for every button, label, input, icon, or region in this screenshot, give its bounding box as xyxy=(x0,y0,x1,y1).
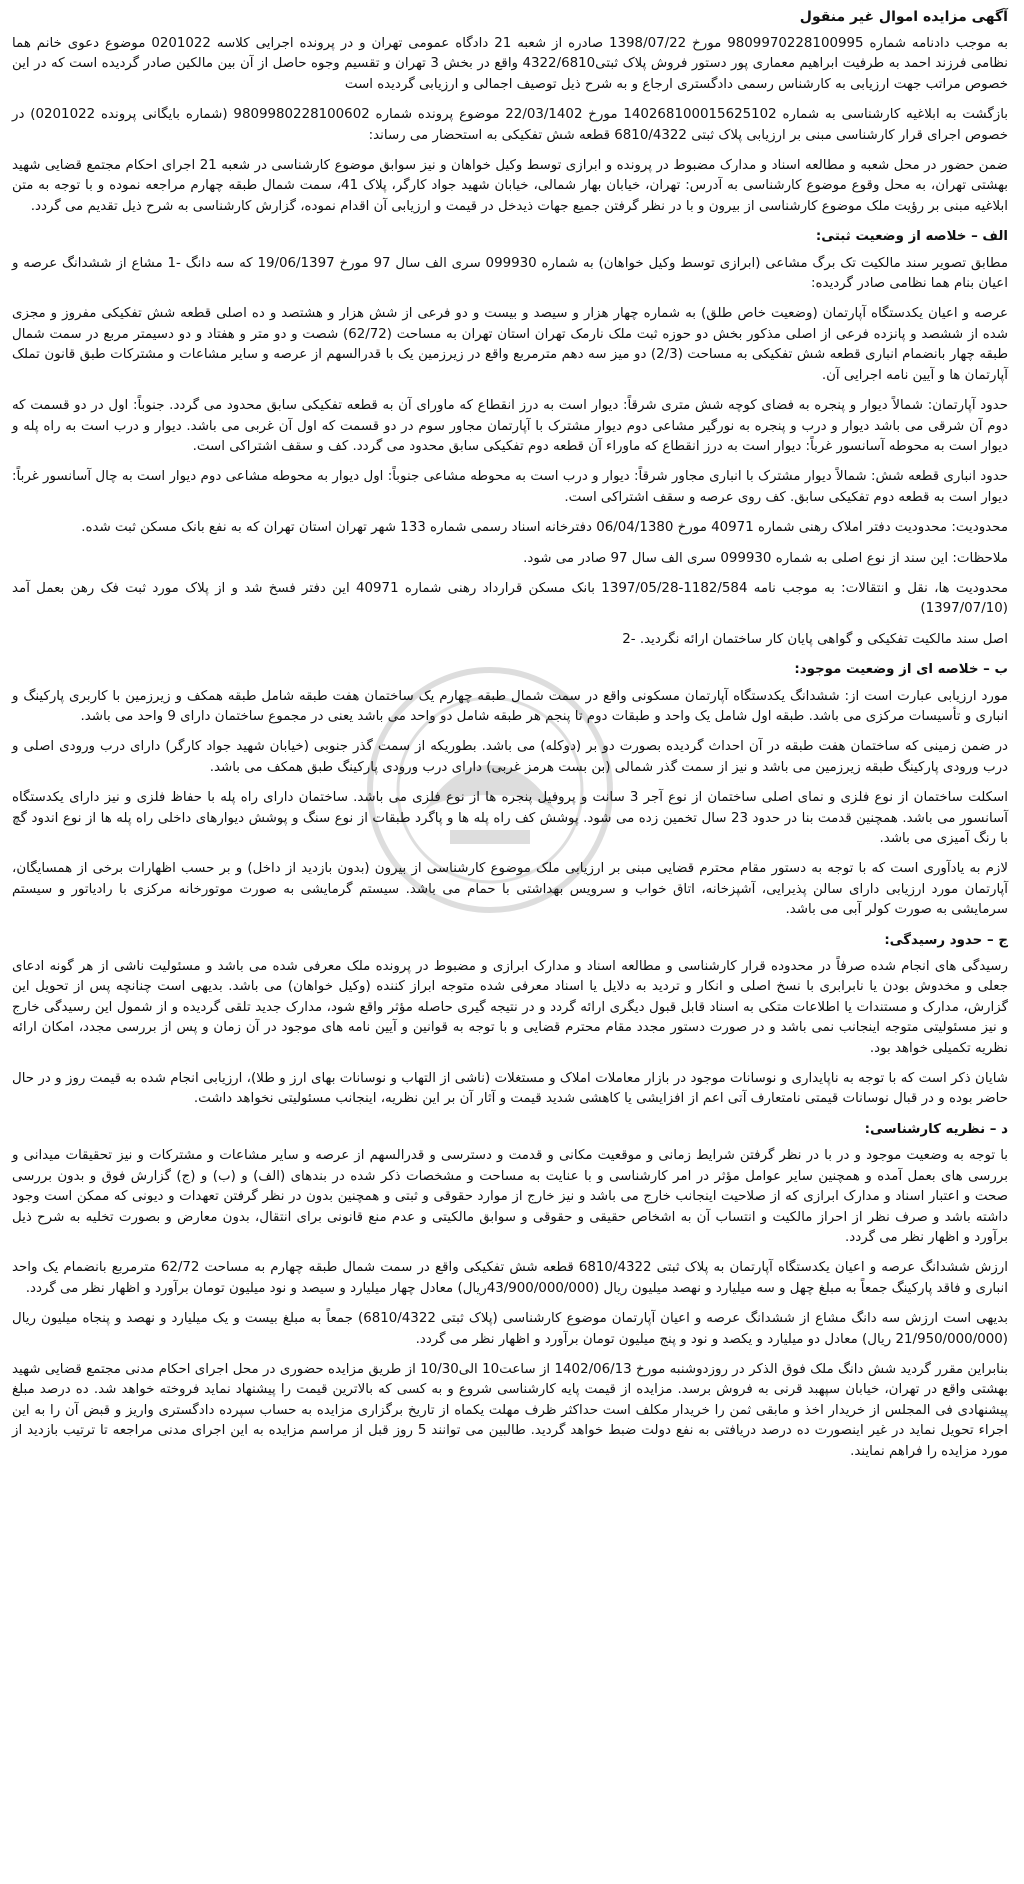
section-b-paragraph-4: لازم به یادآوری است که با توجه به دستور مقام محترم قضایی مبنی بر ارزیابی ملک موضوع کارشناسی از بیرون (بدون بازدید از داخل) و بر حسب اظهارات برخی از همسایگان، آپارتمان مورد ارزیابی دارای سالن پذیرایی، آشپزخانه، اتاق خواب و سرویس بهداشتی با حمام می باشد. سیستم گرمایشی به صورت موتورخانه مرکزی با رادیاتور و سیستم سرمایشی به صورت کولر آبی می باشد. xyxy=(12,861,1008,918)
section-a-paragraph-4: حدود انباری قطعه شش: شمالاً دیوار مشترک با انباری مجاور شرقاً: دیوار و درب است به محوطه مشاعی جنوباً: اول دیوار به محوطه مشاعی دوم دیوار است به چال آسانسور غرباً: دیوار است به قطعه دوم تفکیکی سابق. کف روی عرصه و سقف اشتراکی است. xyxy=(12,469,1008,505)
section-a-paragraph-7: محدودیت ها، نقل و انتقالات: به موجب نامه 1182/584-1397/05/28 بانک مسکن قرارداد رهنی شماره 40971 این دفتر فسخ شد و از پلاک مورد ثبت فک رهن بعمل آمد (1397/07/10) xyxy=(12,580,1008,617)
section-d-paragraph-4: بنابراین مقرر گردید شش دانگ ملک فوق الذکر در روزدوشنبه مورخ 1402/06/13 از ساعت10 الی10/30 از طریق مزایده حضوری در محل اجرای احکام مدنی مجتمع قضایی شهید بهشتی واقع در تهران، خیابان سپهبد قرنی به فروش برسد. مزایده از قیمت پایه کارشناسی شروع و به کسی که بالاترین قیمت را پیشنهاد نماید فروخته خواهد شد. ده درصد مبلغ پیشنهادی فی المجلس از خریدار اخذ و مابقی ثمن را خریدار مکلف است حداکثر ظرف مهلت یکماه از تاریخ برگزاری مزایده به حساب سپرده دادگستری واریز و قبض آن را به این اجراء تحویل نماید در غیر اینصورت ده درصد دریافتی به نفع دولت ضبط خواهد گردید. طالبین می توانند 5 روز قبل از مراسم مزایده به این اجرای مدنی مراجعه تا ترتیب بازدید از مورد مزایده را فراهم نمایند. xyxy=(12,1361,1009,1459)
section-a-paragraph-8: اصل سند مالکیت تفکیکی و گواهی پایان کار ساختمان ارائه نگردید. -2 xyxy=(622,631,1008,647)
intro-paragraph-3: ضمن حضور در محل شعبه و مطالعه اسناد و مدارک مضبوط در پرونده و ابرازی توسط وکیل خواهان و نیز سوابق موضوع کارشناسی در شعبه 21 اجرای احکام مجتمع قضایی شهید بهشتی تهران، به محل وقوع موضوع کارشناسی به آدرس: تهران، خیابان بهار شمالی، خیابان شهید جواد کارگر، پلاک 41، سمت شمال طبقه چهارم مراجعه نموده و با توجه به متن ابلاغیه مبنی بر رؤیت ملک موضوع کارشناسی از بیرون و با در نظر گرفتن جمیع جهات ذیدخل در قیمت و ارزیابی آن اقدام نموده، گزارش کارشناسی به شرح ذیل تقدیم می گردد. xyxy=(12,158,1008,214)
intro-paragraph-2: بازگشت به ابلاغیه کارشناسی به شماره 140268100015625102 مورخ 22/03/1402 موضوع پرونده شماره 9809980228100602 (شماره بایگانی پرونده 0201022) در خصوص اجرای قرار کارشناسی مبنی بر ارزیابی پلاک ثبتی 6810/4322 قطعه شش تفکیکی به استحضار می رساند: xyxy=(12,107,1009,143)
section-b-heading: ب – خلاصه ای از وضعیت موجود: xyxy=(794,662,1008,678)
intro-paragraph-1: به موجب دادنامه شماره 9809970228100995 مورخ 1398/07/22 صادره از شعبه 21 دادگاه عمومی تهران و در پرونده اجرایی کلاسه 0201022 موضوع دعوی خانم هما نظامی فرزند احمد به طرفیت ابراهیم معماری پور دستور فروش پلاک ثبتی4322/6810 واقع در بخش 3 تهران و تقسیم وجوه حاصل از آن بین مالکین صادر گردیده است که در این خصوص مراتب جهت ارزیابی به کارشناس رسمی دادگستری ارجاع و به شرح ذیل توصیف اجمالی و ارزیابی گردیده است xyxy=(12,36,1009,92)
section-a-paragraph-5: محدودیت: محدودیت دفتر املاک رهنی شماره 40971 مورخ 06/04/1380 دفترخانه اسناد رسمی شماره 133 شهر تهران استان تهران که به نفع بانک مسکن ثبت شده. xyxy=(81,520,1008,536)
section-d-heading: د – نظریه کارشناسی: xyxy=(864,1121,1008,1137)
section-b-paragraph-3: اسکلت ساختمان از نوع فلزی و نمای اصلی ساختمان از نوع آجر 3 سانت و پروفیل پنجره ها از نوع فلزی می باشد. ساختمان دارای راه پله با حفاظ فلزی و نیز دارای یکدستگاه آسانسور می باشد. همچنین قدمت بنا در حدود 23 سال تخمین زده می شود. پوشش کف راه پله ها و پاگرد طبقات از نوع سنگ و پوشش دیوارهای داخلی راه پله ها از نوع اندود گچ با رنگ آمیزی می باشد. xyxy=(12,790,1008,846)
notice-title: آگهی مزایده اموال غیر منقول xyxy=(799,9,1008,25)
section-c-heading: ج – حدود رسیدگی: xyxy=(884,932,1008,948)
section-b-paragraph-2: در ضمن زمینی که ساختمان هفت طبقه در آن احداث گردیده بصورت دو بر (دوکله) می باشد. بطوریکه از سمت گذر جنوبی (خیابان شهید جواد کارگر) دارای درب ورودی اصلی و درب ورودی پارکینگ طبقه زیرزمین می باشد و نیز از سمت گذر شمالی (بن بست هرمز غربی) دارای درب ورودی پارکینگ طبق همکف می باشد. xyxy=(12,739,1008,775)
section-a-paragraph-1: مطابق تصویر سند مالکیت تک برگ مشاعی (ابرازی توسط وکیل خواهان) به شماره 099930 سری الف سال 97 مورخ 19/06/1397 که سه دانگ -1 مشاع از ششدانگ عرصه و اعیان بنام هما نظامی صادر گردیده: xyxy=(12,255,1008,292)
section-c-paragraph-1: رسیدگی های انجام شده صرفاً در محدوده قرار کارشناسی و مطالعه اسناد و مدارک ابرازی و مضبوط در پرونده ملک معرفی شده می باشد و مسئولیت ناشی از هر گونه ادعای جعلی و مخدوش بودن یا نابرابری با نسخ اصلی و انکار و تردید به دلایل یا اسناد معرفی شده متوجه ابراز کننده (وکیل خواهان) می باشد. بدیهی است چنانچه پس از تحویل این گزارش، مدارک و مستندات یا اطلاعات متکی به اسناد قابل قبول دیگری ارائه گردد و در نتیجه گیری حاصله مؤثر واقع شود، مدارک جدید تلقی گردیده و از شمول این رسیدگی خارج و نیز مسئولیتی متوجه اینجانب نمی باشد و در صورت دستور مجدد مقام محترم قضایی و با توجه به قوانین و آیین نامه های موجود در آن زمان و پس از بررسی مجدد، امکان ارائه نظریه تکمیلی خواهد بود. xyxy=(12,959,1008,1056)
section-d-paragraph-3: بدیهی است ارزش سه دانگ مشاع از ششدانگ عرصه و اعیان آپارتمان موضوع کارشناسی (پلاک ثبتی 6810/4322) جمعاً به مبلغ بیست و یک میلیارد و نهصد و پنجاه میلیون ریال (21/950/000/000 ریال) معادل دو میلیارد و یکصد و نود و پنج میلیون تومان برآورد و اظهار نظر می گردد. xyxy=(12,1311,1008,1347)
section-c-paragraph-2: شایان ذکر است که با توجه به ناپایداری و نوسانات موجود در بازار معاملات املاک و مستغلات (ناشی از التهاب و نوسانات بهای ارز و طلا)، ارزیابی انجام شده به قیمت روز و در حال حاضر بوده و در قبال نوسانات قیمتی نامتعارف آتی اعم از افزایشی یا کاهشی شدید قیمت و آثار آن بر این نظریه، اینجانب مسئولیتی نخواهد داشت. xyxy=(12,1071,1008,1107)
section-a-heading: الف – خلاصه از وضعیت ثبتی: xyxy=(815,229,1008,245)
section-a-paragraph-6: ملاحظات: این سند از نوع اصلی به شماره 099930 سری الف سال 97 صادر می شود. xyxy=(523,550,1008,566)
section-b-paragraph-1: مورد ارزیابی عبارت است از: ششدانگ یکدستگاه آپارتمان مسکونی واقع در سمت شمال طبقه چهارم یک ساختمان هفت طبقه شامل طبقه همکف و زیرزمین با کاربری پارکینگ و انباری و تأسیسات مرکزی می باشد. طبقه اول شامل یک واحد و طبقات دوم تا پنجم هر طبقه شامل دو واحد می باشد یعنی در مجموع ساختمان دارای 9 واحد می باشد. xyxy=(12,688,1008,724)
section-a-paragraph-3: حدود آپارتمان: شمالاً دیوار و پنجره به فضای کوچه شش متری شرقاً: دیوار است به درز انقطاع که ماورای آن به قطعه تفکیکی سابق محدود می گردد. جنوباً: اول در دو قسمت که دوم آن شرقی می باشد دیوار و درب و پنجره به نورگیر مشاعی دوم دیوار مشترک با آپارتمان مجاور سوم در دو قسمت که اول آن غربی می باشد. دیوار و درب است به راه پله و دیوار است به محوطه آسانسور غرباً: دیوار است به درز انقطاع که ماوراء آن قطعه دوم تفکیکی سابق محدود می گردد. کف و سقف اشتراکی است. xyxy=(12,398,1008,454)
section-d-paragraph-1: با توجه به وضعیت موجود و در با در نظر گرفتن شرایط زمانی و موقعیت مکانی و قدمت و دسترسی و قدرالسهم از عرصه و سایر مشاعات و مشترکات و نیز تحقیقات میدانی و بررسی های بعمل آمده و همچنین سایر عوامل مؤثر در امر کارشناسی و با عنایت به مساحت و مشخصات ذکر شده در بندهای (الف) و (ب) و (ج) گزارش فوق و بدون بررسی صحت و اعتبار اسناد و مدارک ابرازی که از صلاحیت اینجانب خارج می باشد و نیز خارج از موارد حقوقی و ثبتی و همچنین بدون در نظر گرفتن تعهدات و دیونی که ممکن است وجود داشته باشد و صرف نظر از احراز مالکیت و انتساب آن به اشخاص حقیقی و حقوقی و سوابق مالکیتی و عدم منع قانونی برای انتقال، بدون معارض و بصورت تخلیه به شرح ذیل برآورد و اظهار نظر می گردد. xyxy=(12,1148,1008,1245)
section-d-paragraph-2: ارزش ششدانگ عرصه و اعیان یکدستگاه آپارتمان به پلاک ثبتی 6810/4322 قطعه شش تفکیکی واقع در سمت شمال طبقه چهارم به مساحت 62/72 مترمربع بانضمام یک واحد انباری و فاقد پارکینگ جمعاً به مبلغ چهل و سه میلیارد و نهصد میلیون ریال (43/900/000/000ریال) معادل چهار میلیارد و سیصد و نود میلیون تومان برآورد و اظهار نظر می گردد. xyxy=(12,1260,1008,1296)
section-a-paragraph-2: عرصه و اعیان یکدستگاه آپارتمان (وضعیت خاص طلق) به شماره چهار هزار و سیصد و بیست و دو فرعی از شش هزار و هشتصد و ده اصلی قطعه شش تفکیکی مفروز و مجزی شده از ششصد و پانزده فرعی از اصلی مذکور بخش دو حوزه ثبت ملک نارمک تهران استان تهران به مساحت (62/72) شصت و دو متر و هفتاد و دو دسیمتر مربع در سمت شمال طبقه چهار بانضمام انباری قطعه شش تفکیکی به مساحت (2/3) دو میز سه دهم مترمربع واقع در زیرزمین یک با قدرالسهم از عرصه و سایر مشاعات و مشترکات طبق قانون تملک آپارتمان ها و آیین نامه اجرایی آن. xyxy=(12,306,1009,383)
